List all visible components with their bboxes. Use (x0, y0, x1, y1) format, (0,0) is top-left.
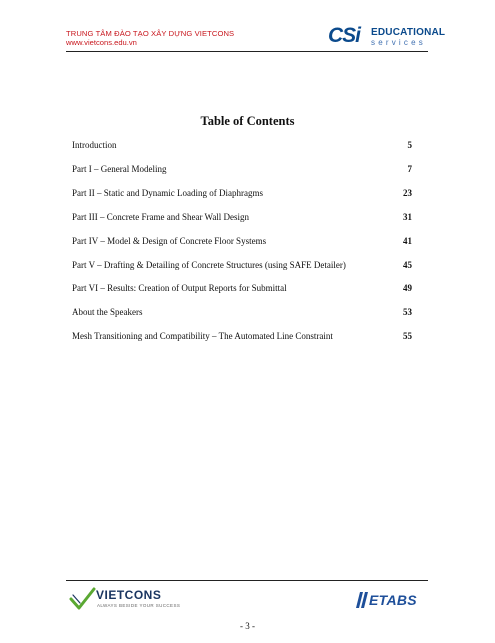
toc-entry[interactable] (72, 211, 412, 223)
toc-entry-label: Part II – Static and Dynamic Loading of Diaphragms (72, 188, 263, 198)
checkmark-icon (68, 586, 96, 612)
etabs-logo (356, 590, 428, 610)
toc-entry-page: 5 (407, 140, 412, 150)
toc-entry[interactable] (72, 330, 412, 342)
header-divider (66, 51, 428, 52)
toc-entry-page: 23 (403, 188, 412, 198)
toc-entry-page: 49 (403, 283, 412, 293)
toc-entry-label: Mesh Transitioning and Compatibility – The Automated Line Constraint (72, 331, 333, 341)
toc-entry[interactable] (72, 163, 412, 175)
vietcons-logo-tagline: ALWAYS BESIDE YOUR SUCCESS (97, 603, 181, 608)
vietcons-logo-name: VIETCONS (96, 588, 162, 602)
toc-entry-label: Part III – Concrete Frame and Shear Wall Design (72, 212, 250, 222)
toc-title: Table of Contents (200, 114, 295, 128)
toc-entry-page: 31 (403, 212, 412, 222)
toc-entry[interactable] (72, 259, 412, 271)
etabs-stripes-icon (356, 592, 370, 608)
csi-logo-mark: CSi (328, 24, 361, 47)
toc-entry-page: 45 (403, 260, 412, 270)
page-number: - 3 - (240, 621, 255, 631)
toc-entry[interactable] (72, 306, 412, 318)
company-name: TRUNG TÂM ĐÀO TẠO XÂY DỰNG VIETCONS (66, 29, 235, 38)
csi-logo-line1: EDUCATIONAL (371, 27, 446, 38)
toc-entry-label: Part V – Drafting & Detailing of Concrete Structures (using SAFE Detailer) (72, 260, 346, 270)
csi-educational-logo (328, 24, 446, 51)
toc-entry[interactable] (72, 139, 412, 151)
toc-entry-page: 7 (407, 164, 412, 174)
toc-entry[interactable] (72, 282, 412, 294)
toc-entry-page: 55 (403, 331, 412, 341)
toc-entry-label: Part IV – Model & Design of Concrete Floor Systems (72, 236, 267, 246)
vietcons-logo (68, 586, 181, 612)
toc-entry-label: About the Speakers (72, 307, 143, 317)
toc-entry[interactable] (72, 235, 412, 247)
toc-entry[interactable] (72, 187, 412, 199)
header-contact (66, 29, 234, 47)
toc-entry-label: Part VI – Results: Creation of Output Reports for Submittal (72, 283, 287, 293)
etabs-logo-name: ETABS (369, 592, 417, 608)
footer-divider (66, 580, 428, 581)
toc-entry-label: Introduction (72, 140, 117, 150)
toc-entry-page: 53 (403, 307, 412, 317)
toc-entry-label: Part I – General Modeling (72, 164, 167, 174)
company-website: www.vietcons.edu.vn (66, 38, 137, 47)
csi-logo-line2: services (371, 38, 426, 47)
toc-entry-page: 41 (403, 236, 412, 246)
